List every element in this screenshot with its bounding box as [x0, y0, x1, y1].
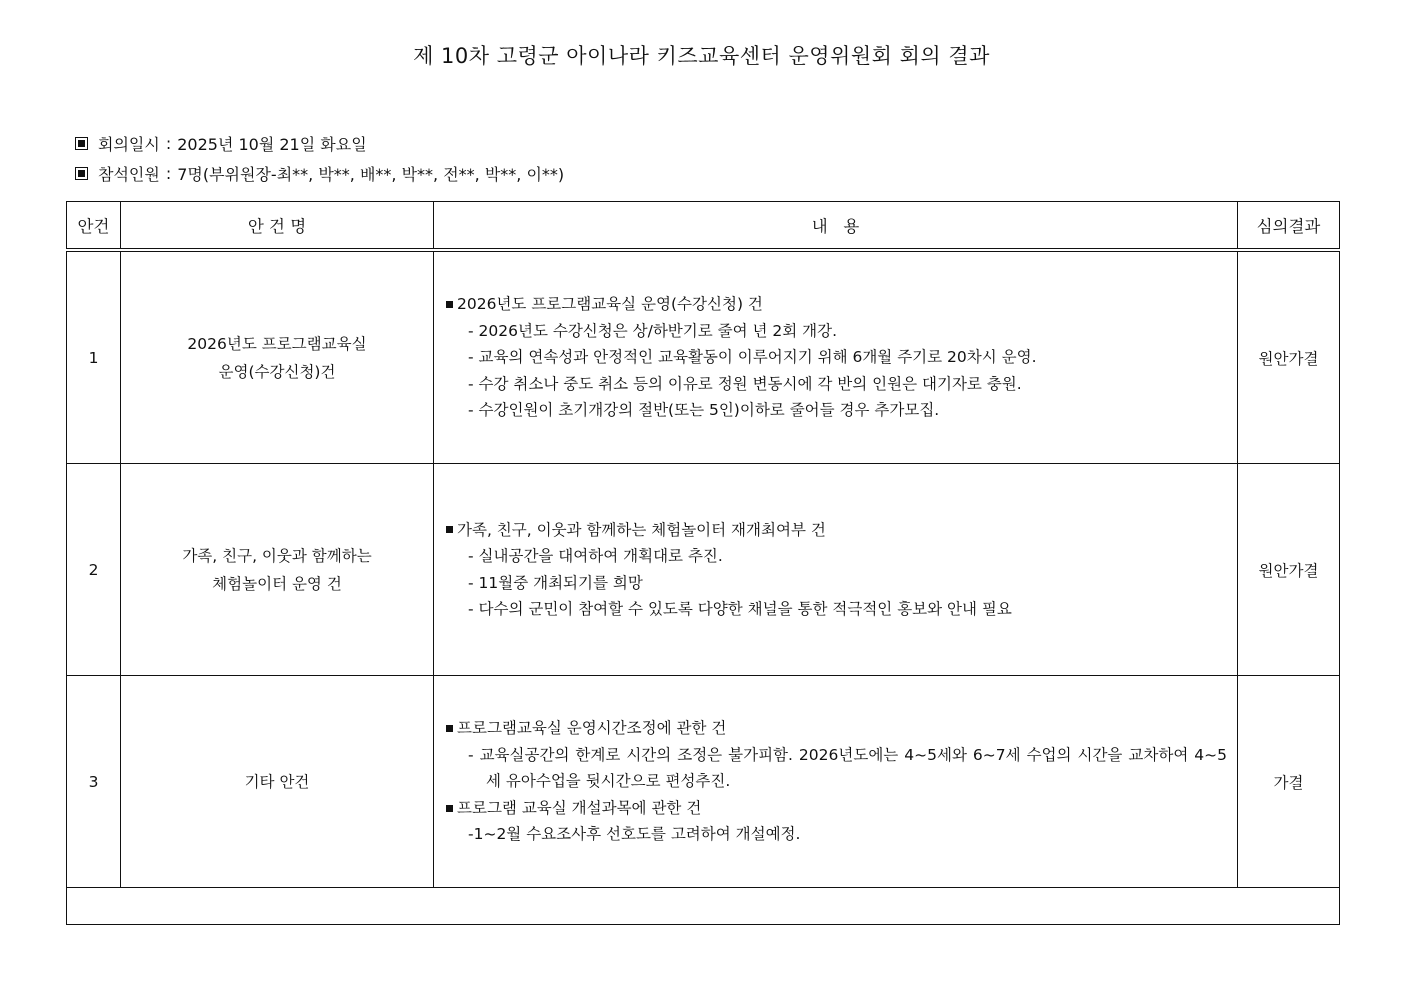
meeting-date-value: 2025년 10월 21일 화요일 — [177, 135, 367, 154]
agenda-name — [121, 464, 434, 676]
table-header-row — [67, 202, 1340, 251]
content-section-heading — [446, 715, 1227, 742]
agenda-name-line: 기타 안건 — [244, 772, 310, 791]
agenda-result: 가결 — [1238, 676, 1340, 888]
black-square-bullet-icon — [446, 805, 453, 812]
agenda-table — [66, 201, 1340, 925]
agenda-content — [434, 676, 1238, 888]
header-content: 내 용 — [434, 202, 1238, 251]
content-item: -1~2월 수요조사후 선호도를 고려하여 개설예정. — [468, 825, 801, 844]
black-square-bullet-icon — [446, 301, 453, 308]
content-item: - 수강 취소나 중도 취소 등의 이유로 정원 변동시에 각 반의 인원은 대기자로 충원. — [468, 374, 1022, 393]
section-heading-text: 2026년도 프로그램교육실 운영(수강신청) 건 — [457, 295, 763, 314]
content-item: - 교육실공간의 한계로 시간의 조정은 불가피함. 2026년도에는 4~5세와 6~7세 수업의 시간을 교차하여 4~5세 유아수업을 뒷시간으로 편성추진. — [468, 745, 1227, 791]
header-agenda-number: 안건 — [67, 202, 121, 251]
empty-table-row — [67, 888, 1340, 925]
content-item: - 11월중 개최되기를 희망 — [468, 573, 643, 592]
empty-cell — [67, 888, 1340, 925]
table-row — [67, 250, 1340, 464]
content-item: - 다수의 군민이 참여할 수 있도록 다양한 채널을 통한 적극적인 홍보와 안내 필요 — [468, 600, 1012, 618]
agenda-name-line: 가족, 친구, 이웃과 함께하는 — [182, 546, 372, 565]
attendees-value: 7명(부위원장-최**, 박**, 배**, 박**, 전**, 박**, 이**) — [177, 165, 565, 184]
document-title: 제 10차 고령군 아이나라 키즈교육센터 운영위원회 회의 결과 — [413, 44, 990, 68]
square-bullet-icon — [75, 167, 88, 180]
content-item: - 실내공간을 대여하여 개획대로 추진. — [468, 547, 723, 565]
agenda-content — [434, 250, 1238, 464]
meeting-date-separator: : — [165, 134, 172, 153]
agenda-name — [121, 250, 434, 464]
header-result: 심의결과 — [1238, 202, 1340, 251]
agenda-result: 원안가결 — [1238, 250, 1340, 464]
meeting-date-line — [75, 132, 367, 155]
attendees-label: 참석인원 — [98, 165, 160, 184]
content-section-heading — [446, 795, 1227, 822]
agenda-name-line: 2026년도 프로그램교육실 — [187, 334, 367, 353]
section-heading-text: 가족, 친구, 이웃과 함께하는 체험놀이터 재개최여부 건 — [457, 520, 826, 539]
square-bullet-icon — [75, 137, 88, 150]
section-heading-text: 프로그램교육실 운영시간조정에 관한 건 — [457, 719, 727, 738]
agenda-name-line: 운영(수강신청)건 — [218, 362, 336, 381]
header-agenda-name: 안 건 명 — [121, 202, 434, 251]
black-square-bullet-icon — [446, 725, 453, 732]
table-row — [67, 676, 1340, 888]
meeting-date-label: 회의일시 — [98, 135, 160, 154]
content-section-heading — [446, 517, 1227, 544]
attendees-line — [75, 162, 564, 185]
agenda-result: 원안가결 — [1238, 464, 1340, 676]
agenda-number: 3 — [67, 676, 121, 888]
black-square-bullet-icon — [446, 526, 453, 533]
content-item: - 교육의 연속성과 안정적인 교육활동이 이루어지기 위해 6개월 주기로 20차시 운영. — [468, 348, 1037, 367]
agenda-number: 1 — [67, 250, 121, 464]
agenda-name — [121, 676, 434, 888]
content-item: - 수강인원이 초기개강의 절반(또는 5인)이하로 줄어들 경우 추가모집. — [468, 401, 940, 420]
content-section-heading — [446, 291, 1227, 318]
attendees-separator: : — [165, 164, 172, 183]
section-heading-text: 프로그램 교육실 개설과목에 관한 건 — [457, 798, 702, 817]
agenda-number: 2 — [67, 464, 121, 676]
agenda-name-line: 체험놀이터 운영 건 — [212, 574, 342, 593]
table-row — [67, 464, 1340, 676]
agenda-content — [434, 464, 1238, 676]
content-item: - 2026년도 수강신청은 상/하반기로 줄여 년 2회 개강. — [468, 321, 838, 340]
